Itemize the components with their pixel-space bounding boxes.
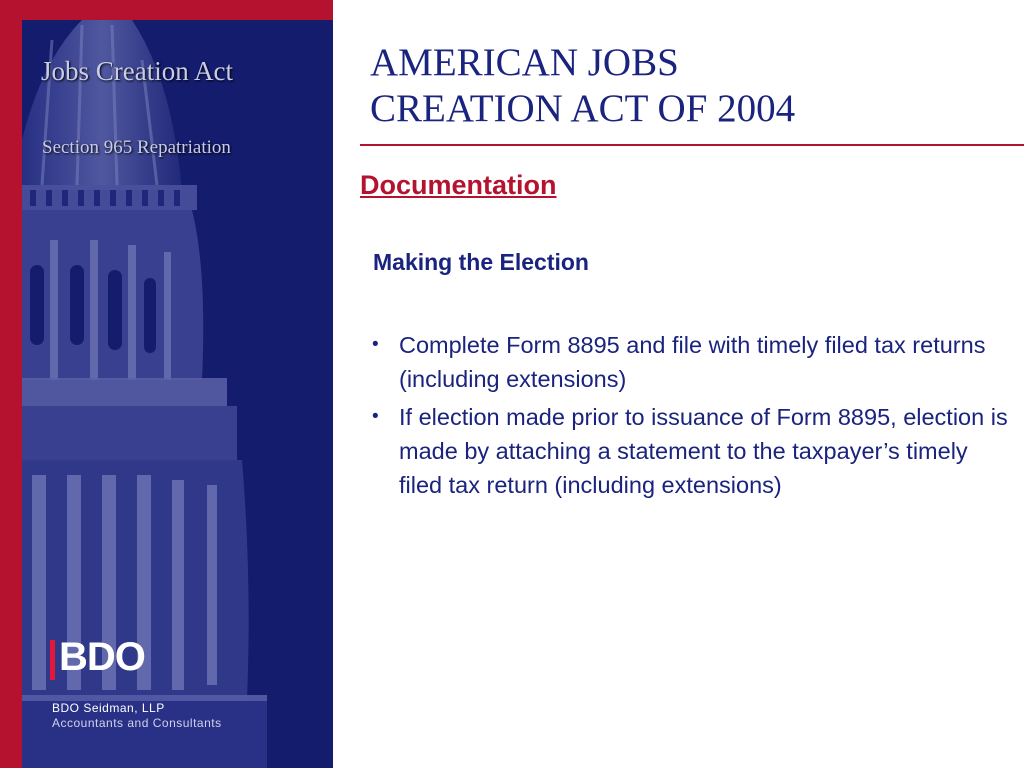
bullet-list xyxy=(372,328,1012,506)
subheading: Making the Election xyxy=(373,249,589,275)
bdo-logo xyxy=(50,635,162,682)
sidebar-subtitle: Section 965 Repatriation xyxy=(42,137,231,158)
top-red-strip xyxy=(0,0,333,20)
logo-text: BDO xyxy=(59,635,145,679)
bullet-text: If election made prior to issuance of Form 8895, election is made by attaching a statement to the taxpayer’s timely filed tax return (including extensions) xyxy=(399,404,1008,498)
logo-red-bar xyxy=(50,640,55,680)
list-item xyxy=(372,400,1012,502)
section-heading: Documentation xyxy=(360,170,557,200)
bullet-text: Complete Form 8895 and file with timely filed tax returns (including extensions) xyxy=(399,332,986,392)
list-item xyxy=(372,328,1012,396)
firm-tagline: Accountants and Consultants xyxy=(52,716,222,730)
left-red-strip xyxy=(0,0,22,768)
slide-title-line-2: CREATION ACT OF 2004 xyxy=(370,87,796,130)
title-divider xyxy=(360,144,1024,146)
bullet-icon: • xyxy=(372,406,379,427)
slide-title-line-1: AMERICAN JOBS xyxy=(370,41,679,84)
firm-name: BDO Seidman, LLP xyxy=(52,701,165,715)
sidebar-title: Jobs Creation Act xyxy=(41,56,233,86)
slide-title xyxy=(370,40,795,132)
bullet-icon: • xyxy=(372,334,379,355)
